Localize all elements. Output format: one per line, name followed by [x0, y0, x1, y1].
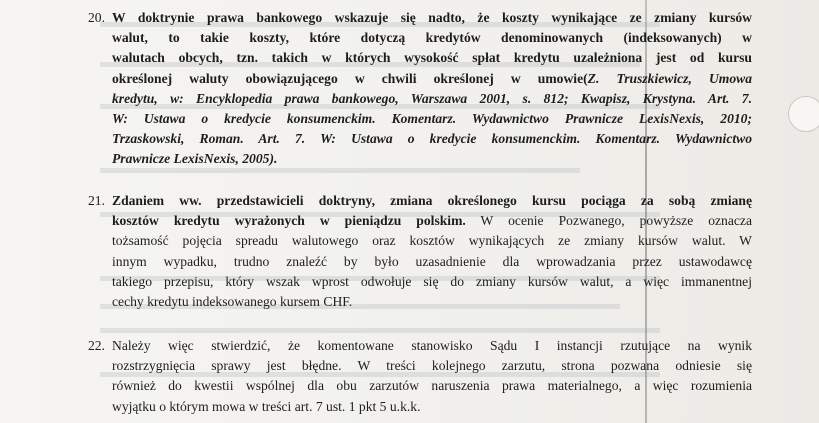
- text-run: również do kwestii wspólnej dla obu zarzutów naruszenia prawa materialnego, a więc rozumienia: [112, 378, 752, 394]
- paragraph-20: [88, 8, 752, 170]
- text-line: [112, 356, 752, 376]
- text-run: Prawnicze LexisNexis, 2005).: [112, 151, 278, 167]
- text-run: takiego przepisu, który wszak wprost odwołuje się do zmiany kursów walut, a więc immanentnej: [112, 273, 752, 289]
- text-line: [112, 336, 752, 356]
- text-line: [112, 191, 752, 211]
- paragraph-text: [112, 8, 752, 170]
- text-run: Trzaskowski, Roman. Art. 7. W: Ustawa o kredycie konsumenckim. Komentarz. Wydawnictwo: [112, 131, 752, 147]
- paragraph-number: 20.: [88, 10, 105, 25]
- text-run: Należy więc stwierdzić, że komentowane stanowisko Sądu I instancji rzutujące na wynik: [112, 338, 752, 353]
- text-line: [112, 89, 752, 109]
- paragraph-text: [112, 336, 752, 417]
- text-line: [112, 376, 752, 396]
- text-line: [112, 252, 752, 272]
- text-run: wyjątku o którym mowa w treści art. 7 ust. 1 pkt 5 u.k.k.: [112, 398, 421, 414]
- text-line: [112, 292, 752, 312]
- text-line: [112, 397, 752, 417]
- text-line: [112, 109, 752, 129]
- text-run: rozstrzygnięcia sprawy jest błędne. W treści kolejnego zarzutu, strona pozwana odniesie się: [112, 358, 752, 374]
- text-line: [112, 8, 752, 28]
- text-line: [112, 69, 752, 89]
- text-line: [112, 231, 752, 251]
- text-line: [112, 211, 752, 231]
- text-run: innym wypadku, trudno znaleźć by było uzasadnienie dla wprowadzania przez ustawodawcę: [112, 253, 752, 269]
- text-line: [112, 272, 752, 292]
- paragraph-text: [112, 191, 752, 312]
- text-run: kredytu, w: Encyklopedia prawa bankowego, Warszawa 2001, s. 812; Kwapisz, Krystyna. Art. 7.: [112, 90, 752, 106]
- text-run: W ocenie Pozwanego, powyższe oznacza: [465, 213, 752, 229]
- text-line: [112, 149, 752, 169]
- paragraph-number: 21.: [88, 193, 105, 208]
- text-run: Zdaniem ww. przedstawicieli doktryny, zmiana określonego kursu pociąga za sobą zmianę: [112, 193, 752, 208]
- text-line: [112, 48, 752, 68]
- punch-hole: [788, 96, 819, 132]
- text-run: cechy kredytu indeksowanego kursem CHF.: [112, 294, 353, 310]
- text-run: określonej waluty obowiązującego w chwili określonej w umowie(: [112, 70, 588, 86]
- text-run: W: Ustawa o kredycie konsumenckim. Komentarz. Wydawnictwo Prawnicze LexisNexis, 2010;: [112, 111, 752, 127]
- text-run: walut, to takie koszty, które dotyczą kredytów denominowanych (indeksowanych) w: [112, 30, 752, 46]
- paragraph-22: [88, 336, 752, 417]
- text-run: W doktrynie prawa bankowego wskazuje się nadto, że koszty wynikające ze zmiany kursów: [112, 10, 752, 25]
- paragraph-number: 22.: [88, 338, 105, 353]
- paragraph-21: [88, 191, 752, 312]
- text-run: kosztów kredytu wyrażonych w pieniądzu polskim.: [112, 213, 466, 229]
- text-run: tożsamość pojęcia spreadu walutowego oraz kosztów wynikających ze zmiany kursów walut. W: [112, 233, 752, 249]
- text-line: [112, 28, 752, 48]
- text-run: Z. Truszkiewicz, Umowa: [587, 70, 752, 86]
- text-run: walutach obcych, tzn. takich w których wysokość spłat kredytu uzależniona jest od kursu: [112, 50, 752, 66]
- text-line: [112, 129, 752, 149]
